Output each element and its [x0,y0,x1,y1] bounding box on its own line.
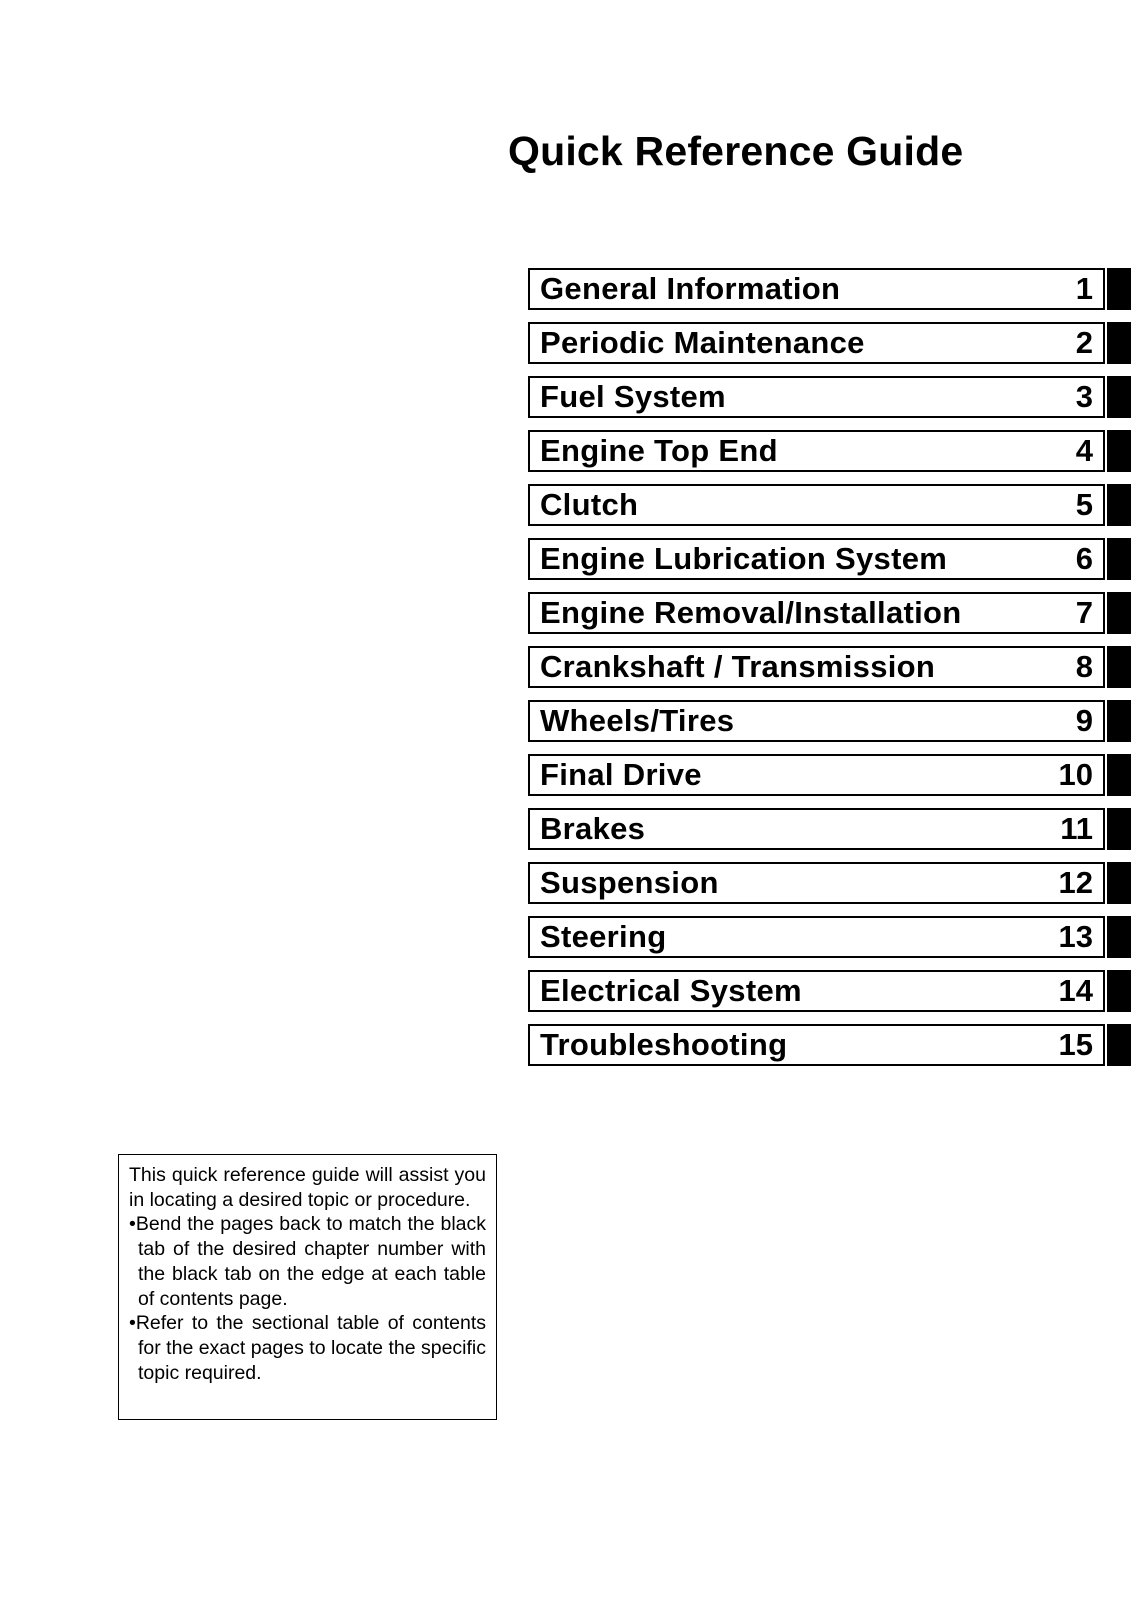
chapter-row [528,970,1131,1012]
chapter-tab-marker [1107,970,1131,1012]
chapter-tab-marker [1107,1024,1131,1066]
chapter-label: Engine Top End [540,433,778,468]
chapter-tab-marker [1107,430,1131,472]
chapter-tab-marker [1107,700,1131,742]
chapter-number: 3 [1075,379,1093,414]
chapter-row [528,322,1131,364]
chapter-number: 5 [1075,487,1093,522]
chapter-number: 11 [1060,811,1093,846]
chapter-row [528,862,1131,904]
chapter-number: 4 [1075,433,1093,468]
chapter-link-engine-top-end[interactable] [528,430,1105,472]
chapter-label: Electrical System [540,973,802,1008]
chapter-tab-marker [1107,754,1131,796]
chapter-label: Brakes [540,811,646,846]
chapter-label: Wheels/Tires [540,703,735,738]
chapter-number: 9 [1075,703,1093,738]
chapter-link-crankshaft-transmission[interactable] [528,646,1105,688]
chapter-link-suspension[interactable] [528,862,1105,904]
chapter-index [528,268,1131,1078]
chapter-number: 10 [1058,757,1093,792]
chapter-row [528,808,1131,850]
chapter-tab-marker [1107,376,1131,418]
chapter-row [528,376,1131,418]
usage-note [118,1154,497,1420]
chapter-number: 1 [1075,271,1093,306]
chapter-tab-marker [1107,322,1131,364]
chapter-row [528,430,1131,472]
chapter-link-final-drive[interactable] [528,754,1105,796]
chapter-label: Suspension [540,865,719,900]
chapter-number: 14 [1058,973,1093,1008]
chapter-label: Crankshaft / Transmission [540,649,936,684]
chapter-label: Final Drive [540,757,702,792]
chapter-link-periodic-maintenance[interactable] [528,322,1105,364]
chapter-row [528,916,1131,958]
chapter-row [528,754,1131,796]
chapter-label: Fuel System [540,379,726,414]
chapter-tab-marker [1107,484,1131,526]
chapter-row [528,1024,1131,1066]
chapter-link-electrical-system[interactable] [528,970,1105,1012]
chapter-row [528,646,1131,688]
chapter-link-engine-lubrication-system[interactable] [528,538,1105,580]
chapter-label: Troubleshooting [540,1027,788,1062]
chapter-row [528,592,1131,634]
chapter-tab-marker [1107,916,1131,958]
chapter-tab-marker [1107,808,1131,850]
chapter-link-engine-removal-installation[interactable] [528,592,1105,634]
chapter-label: General Information [540,271,841,306]
usage-note-bullet: •Refer to the sectional table of contents for the exact pages to locate the specific topic required. [129,1312,486,1384]
chapter-row [528,538,1131,580]
chapter-label: Clutch [540,487,639,522]
chapter-row [528,700,1131,742]
chapter-link-wheels-tires[interactable] [528,700,1105,742]
page-title: Quick Reference Guide [508,128,964,174]
usage-note-intro: This quick reference guide will assist you in locating a desired topic or procedure. [129,1164,486,1211]
chapter-number: 8 [1075,649,1093,684]
chapter-label: Engine Lubrication System [540,541,948,576]
chapter-row [528,268,1131,310]
chapter-number: 7 [1075,595,1093,630]
chapter-number: 6 [1075,541,1093,576]
chapter-tab-marker [1107,646,1131,688]
chapter-row [528,484,1131,526]
chapter-label: Steering [540,919,667,954]
chapter-label: Periodic Maintenance [540,325,865,360]
usage-note-bullet: •Bend the pages back to match the black tab of the desired chapter number with the black tab on the edge at each table of contents page. [129,1213,486,1310]
chapter-number: 12 [1058,865,1093,900]
chapter-link-troubleshooting[interactable] [528,1024,1105,1066]
chapter-link-steering[interactable] [528,916,1105,958]
chapter-number: 2 [1075,325,1093,360]
chapter-number: 15 [1058,1027,1093,1062]
chapter-tab-marker [1107,592,1131,634]
chapter-link-brakes[interactable] [528,808,1105,850]
chapter-tab-marker [1107,268,1131,310]
chapter-link-clutch[interactable] [528,484,1105,526]
chapter-tab-marker [1107,538,1131,580]
chapter-number: 13 [1058,919,1093,954]
chapter-label: Engine Removal/Installation [540,595,962,630]
chapter-link-fuel-system[interactable] [528,376,1105,418]
chapter-tab-marker [1107,862,1131,904]
chapter-link-general-information[interactable] [528,268,1105,310]
